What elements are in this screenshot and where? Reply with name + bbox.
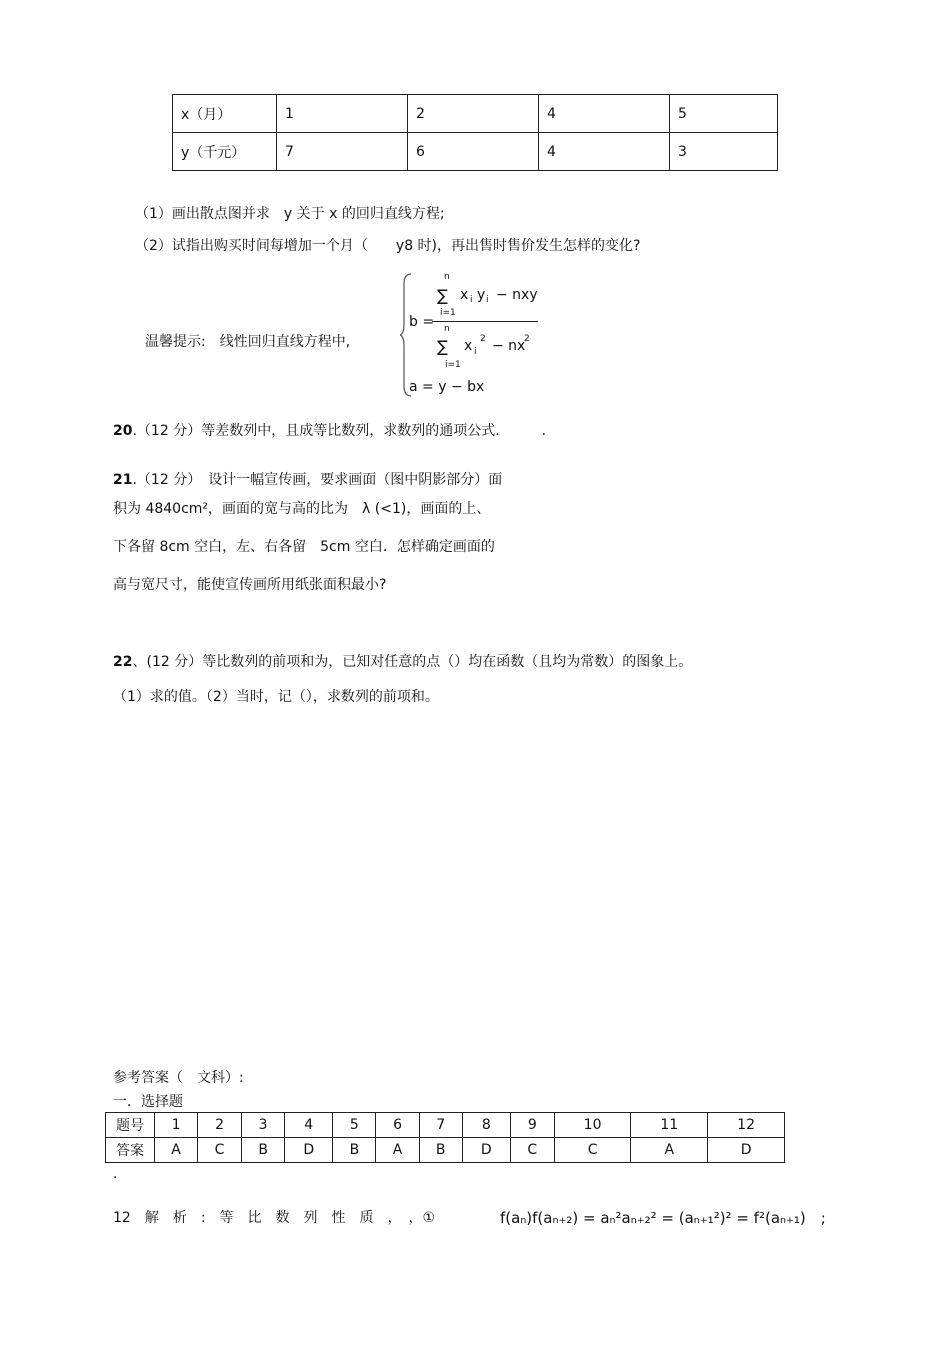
table-cell: A	[631, 1138, 708, 1163]
question-21-line2: 积为 4840cm²，画面的宽与高的比为 λ (<1)，画面的上、	[113, 501, 491, 517]
question-text: .（12 分） 设计一幅宣传画，要求画面（图中阴影部分）面	[132, 472, 503, 488]
table-cell: A	[376, 1138, 419, 1163]
table-cell: 6	[408, 133, 539, 171]
separator-dot: .	[113, 1166, 118, 1182]
question-21-line1	[113, 469, 502, 489]
table-cell: C	[554, 1138, 631, 1163]
table-row	[173, 95, 778, 133]
q19-part1: （1）画出散点图并求 y 关于 x 的回归直线方程;	[135, 206, 445, 222]
table-cell: 6	[376, 1113, 419, 1138]
table-cell: 3	[670, 133, 778, 171]
table-cell: 1	[155, 1113, 198, 1138]
table-cell: 9	[510, 1113, 554, 1138]
answers-heading: 参考答案（ 文科）:	[113, 1070, 244, 1086]
answer-table	[105, 1112, 785, 1163]
table-row	[106, 1138, 785, 1163]
table-cell: A	[155, 1138, 198, 1163]
formula-sub-i2: i	[486, 295, 489, 305]
table-cell: 11	[631, 1113, 708, 1138]
question-22-line1	[113, 651, 692, 671]
table-cell: B	[333, 1138, 376, 1163]
q12-formula: f(aₙ)f(aₙ₊₂) = aₙ²aₙ₊₂² = (aₙ₊₁²)² = f²(aₙ₊₁) ;	[500, 1209, 826, 1227]
q19-part2: （2）试指出购买时间每增加一个月（ y8 时)，再出售时售价发生怎样的变化?	[135, 238, 641, 254]
sigma-symbol: ∑	[437, 337, 448, 356]
table-cell: 题号	[106, 1113, 155, 1138]
table-cell: 12	[708, 1113, 785, 1138]
question-21-line3: 下各留 8cm 空白，左、右各留 5cm 空白．怎样确定画面的	[113, 539, 495, 555]
question-text: 、(12 分）等比数列的前项和为，已知对任意的点（）均在函数（且均为常数）的图象上。	[132, 654, 693, 670]
sum-upper-limit: n	[444, 272, 450, 282]
q12-explanation-label: 12 解 析 : 等 比 数 列 性 质 ， ，①	[113, 1210, 436, 1226]
question-text: .（12 分）等差数列中，且成等比数列，求数列的通项公式. .	[132, 423, 547, 439]
table-cell: 10	[554, 1113, 631, 1138]
regression-formula	[400, 270, 560, 400]
answers-section-title: 一．选择题	[113, 1094, 183, 1110]
table-cell: D	[462, 1138, 510, 1163]
table-cell: 5	[333, 1113, 376, 1138]
question-number: 21	[113, 472, 133, 488]
q19-hint-label: 温馨提示: 线性回归直线方程中,	[145, 334, 351, 350]
table-cell: B	[242, 1138, 285, 1163]
table-cell: 7	[419, 1113, 462, 1138]
table-cell: D	[285, 1138, 333, 1163]
table-row	[106, 1113, 785, 1138]
question-21-line4: 高与宽尺寸，能使宣传画所用纸张面积最小?	[113, 577, 387, 593]
table-cell: 答案	[106, 1138, 155, 1163]
table-cell: 4	[285, 1113, 333, 1138]
formula-b: b =	[409, 314, 435, 330]
table-cell: 4	[539, 95, 670, 133]
formula-x: x	[464, 338, 473, 354]
denominator-rest: − nx	[492, 338, 526, 354]
formula-a: a = y − bx	[409, 379, 485, 395]
table-cell: 5	[670, 95, 778, 133]
numerator-rest: − nxy	[496, 287, 538, 303]
table-cell: 8	[462, 1113, 510, 1138]
question-20	[113, 420, 546, 440]
data-table	[172, 94, 778, 171]
table-cell: y（千元）	[173, 133, 277, 171]
formula-x: x	[460, 287, 469, 303]
table-cell: D	[708, 1138, 785, 1163]
sum-upper-limit: n	[444, 324, 450, 334]
formula-sub-i: i	[470, 295, 473, 305]
formula-sub-i: i	[474, 347, 477, 357]
sum-index: i=1	[445, 360, 461, 370]
table-cell: x（月）	[173, 95, 277, 133]
sum-index: i=1	[440, 308, 456, 318]
sigma-symbol: ∑	[437, 286, 448, 305]
formula-y: y	[477, 287, 486, 303]
table-cell: 2	[198, 1113, 242, 1138]
table-cell: C	[198, 1138, 242, 1163]
table-cell: B	[419, 1138, 462, 1163]
table-cell: 2	[408, 95, 539, 133]
table-cell: 4	[539, 133, 670, 171]
fraction-bar	[432, 321, 538, 322]
table-cell: C	[510, 1138, 554, 1163]
question-number: 22	[113, 654, 133, 670]
formula-superscript: 2	[480, 334, 486, 344]
table-cell: 1	[277, 95, 408, 133]
table-cell: 3	[242, 1113, 285, 1138]
table-cell: 7	[277, 133, 408, 171]
formula-superscript: 2	[524, 334, 530, 344]
table-row	[173, 133, 778, 171]
question-22-line2: （1）求的值。（2）当时，记（），求数列的前项和。	[113, 689, 439, 705]
question-number: 20	[113, 423, 133, 439]
